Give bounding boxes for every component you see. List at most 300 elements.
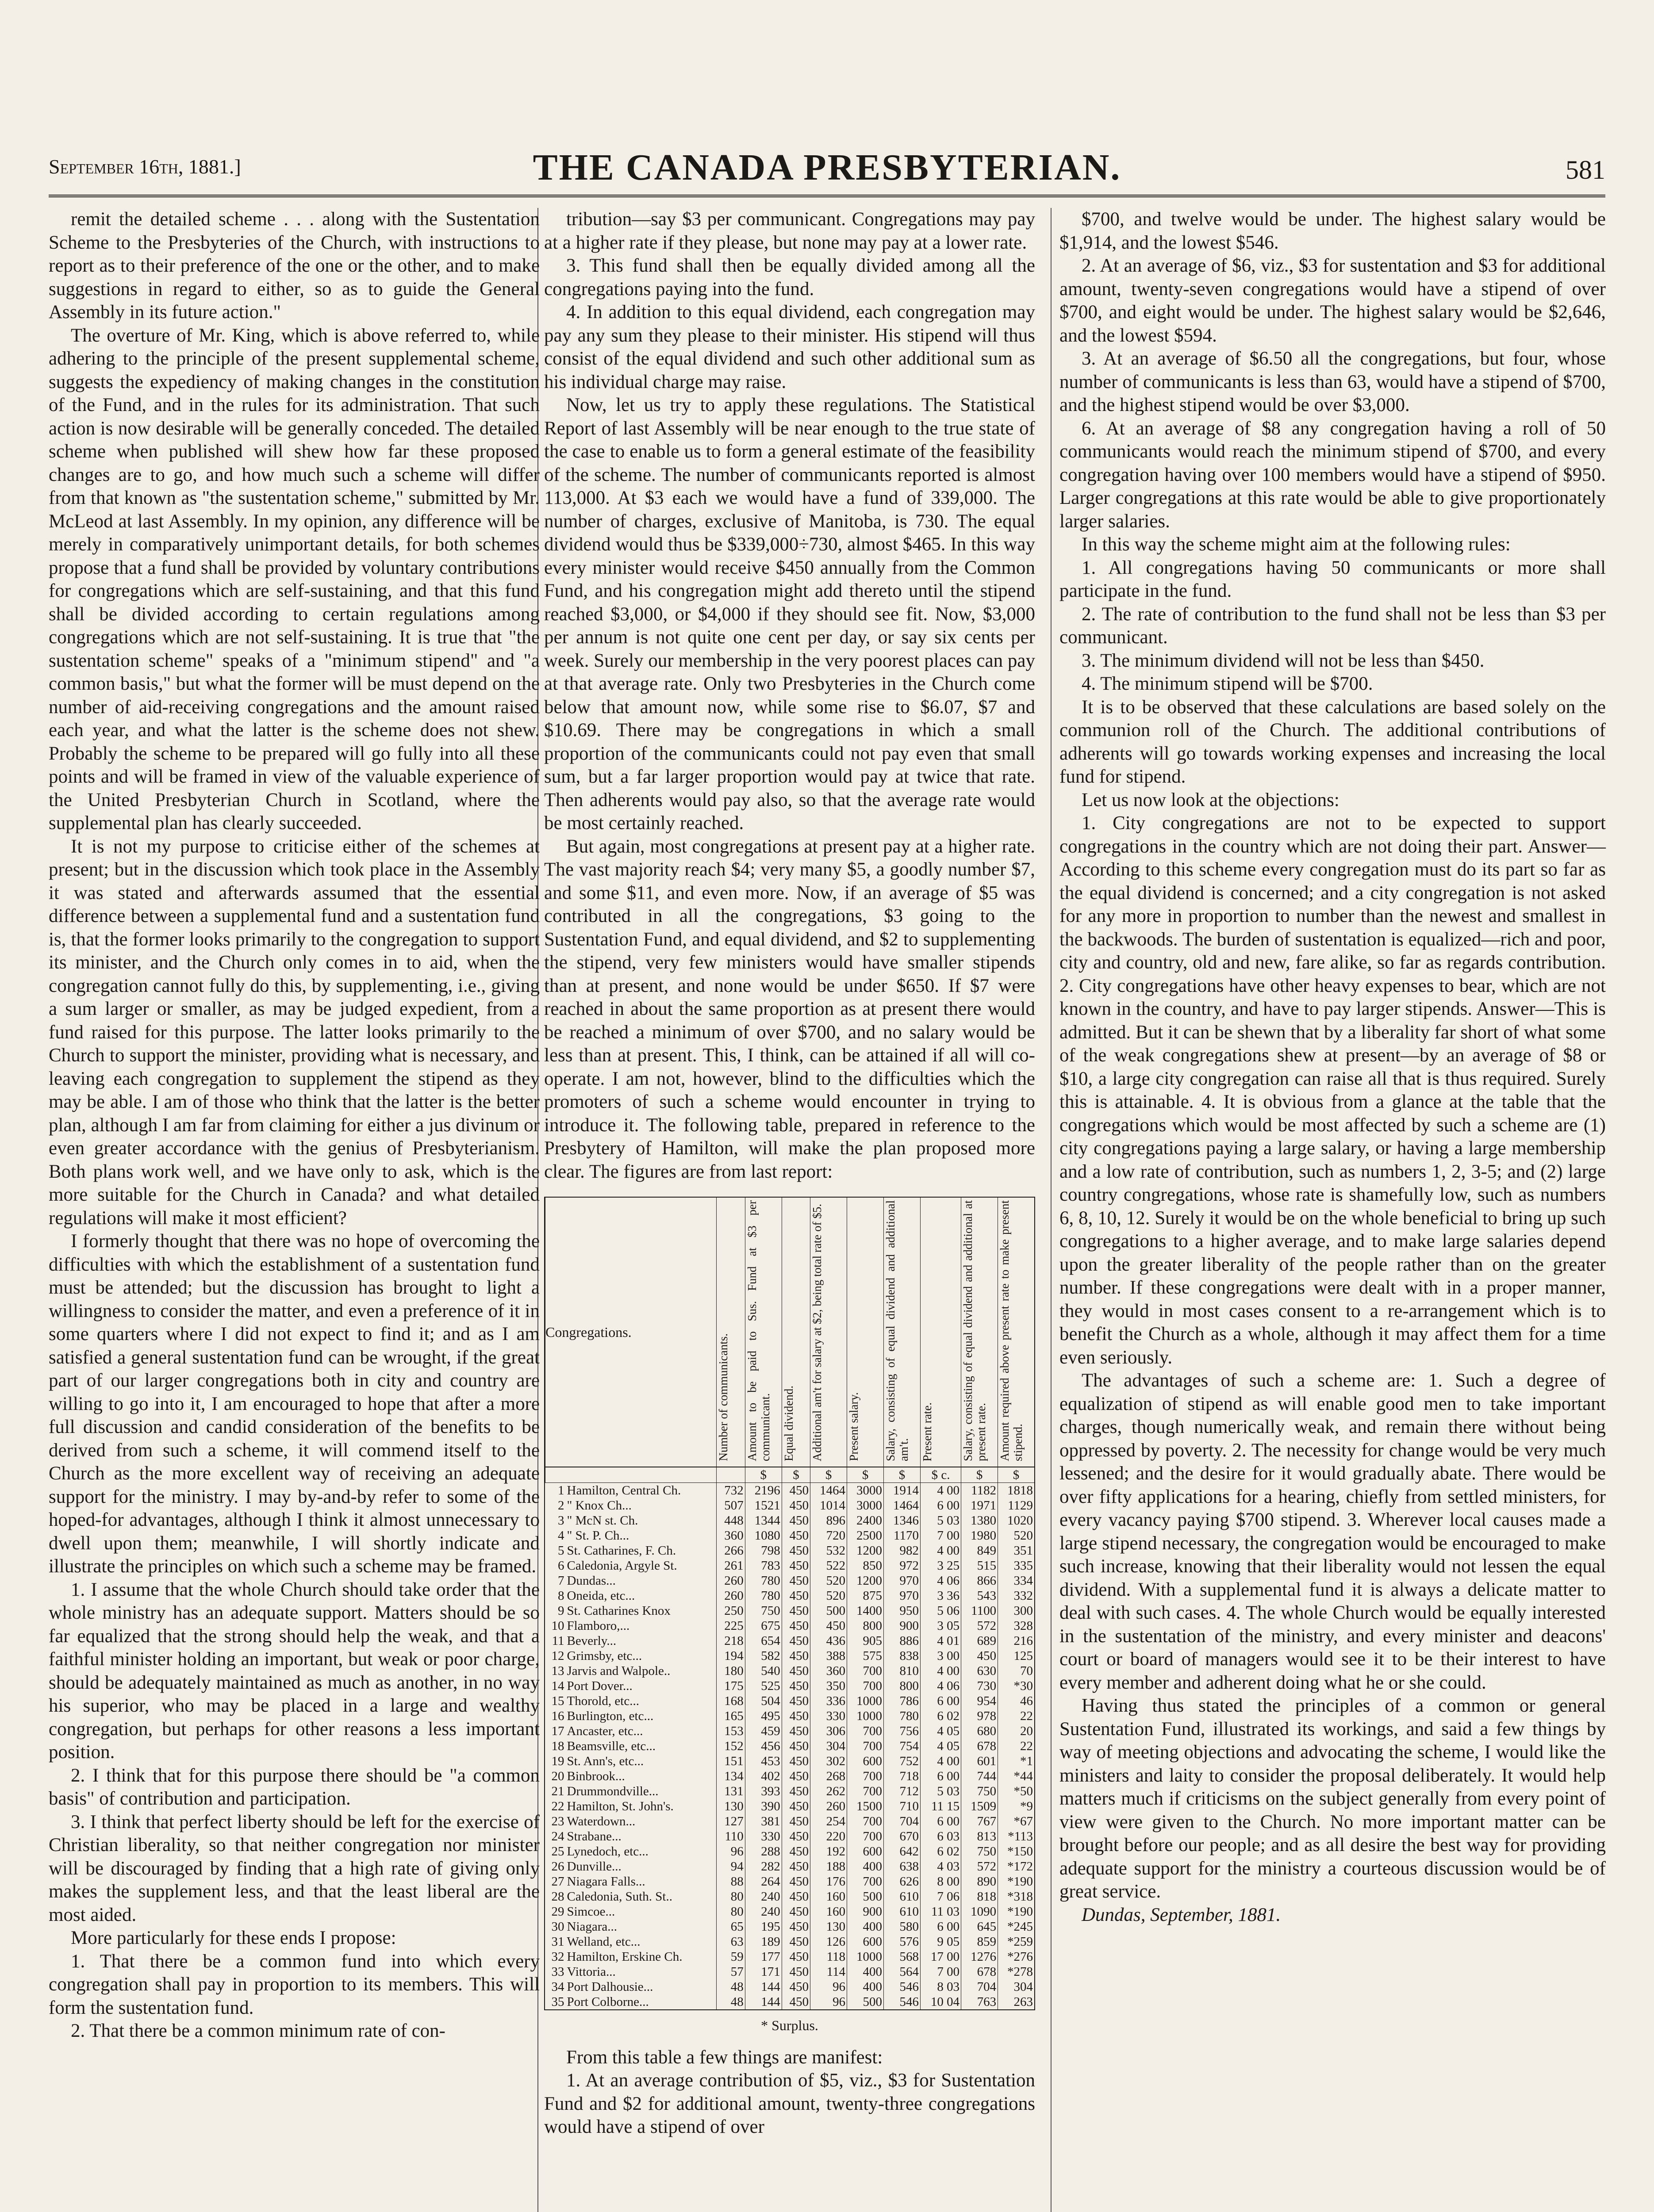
- table-cell: 330: [745, 1829, 782, 1844]
- paragraph: tribution—say $3 per communicant. Congregations may pay at a higher rate if they please, but none may pay at a lower rate.: [544, 209, 1035, 253]
- table-cell: 240: [745, 1904, 782, 1919]
- table-cell: 1000: [847, 1694, 884, 1709]
- row-number: 29: [551, 1905, 564, 1919]
- table-cell: 582: [745, 1648, 782, 1663]
- paragraph: 1. At an average contribution of $5, viz., $3 for Sustentation Fund and $2 for additional amount, twenty-three congregations would have a stipend of over: [544, 2070, 1035, 2137]
- table-units-row: [545, 1467, 1035, 1483]
- table-cell: 1000: [847, 1949, 884, 1964]
- table-cell: 225: [717, 1618, 745, 1633]
- unit-cell: [717, 1467, 745, 1483]
- column-header-label: Present rate.: [920, 1402, 934, 1461]
- congregation-name: Hamilton, Erskine Ch.: [567, 1950, 683, 1964]
- table-cell: 1200: [847, 1543, 884, 1558]
- table-cell: 110: [717, 1829, 745, 1844]
- table-cell: 450: [810, 1618, 847, 1633]
- page-number: 581: [1566, 155, 1605, 184]
- table-cell: 849: [961, 1543, 998, 1558]
- row-number: 16: [551, 1709, 564, 1723]
- table-cell: 5 03: [920, 1513, 961, 1528]
- table-cell: *50: [998, 1784, 1034, 1799]
- column-header: [961, 1198, 998, 1467]
- table-cell: 2196: [745, 1483, 782, 1498]
- table-cell: 700: [847, 1829, 884, 1844]
- table-cell: 7 00: [920, 1964, 961, 1979]
- congregation-name: Lynedoch, etc...: [567, 1844, 649, 1859]
- table-cell: 450: [782, 1754, 810, 1769]
- table-cell: 1914: [884, 1483, 921, 1498]
- congregation-name: Port Colborne...: [567, 1995, 649, 2009]
- table-cell: 1464: [884, 1498, 921, 1513]
- table-cell: 240: [745, 1889, 782, 1904]
- unit-cell: $: [782, 1467, 810, 1483]
- paragraph: 2. At an average of $6, viz., $3 for sustentation and $3 for additional amount, twenty-seven congregations would have a stipend of over $700, and eight would be under. The highest salary would be $2,646, and the lowest $594.: [1059, 255, 1606, 346]
- table-cell: 712: [884, 1784, 921, 1799]
- table-cell: 2400: [847, 1513, 884, 1528]
- table-cell: 1276: [961, 1949, 998, 1964]
- column-header: [884, 1198, 921, 1467]
- table-cell: 580: [884, 1919, 921, 1934]
- table-cell: 780: [745, 1573, 782, 1588]
- table-cell: 6 00: [920, 1498, 961, 1513]
- table-cell: 188: [810, 1859, 847, 1874]
- table-cell: 175: [717, 1678, 745, 1694]
- table-cell: 500: [847, 1889, 884, 1904]
- table-cell: 8 00: [920, 1874, 961, 1889]
- table-cell: 134: [717, 1769, 745, 1784]
- table-cell: 896: [810, 1513, 847, 1528]
- table-cell: 520: [998, 1528, 1034, 1543]
- table-cell: 780: [884, 1709, 921, 1724]
- column-header-label: Amount required above present rate to make present stipend.: [998, 1200, 1025, 1461]
- table-cell: 393: [745, 1784, 782, 1799]
- table-cell: 11 15: [920, 1799, 961, 1814]
- table-cell: 1014: [810, 1498, 847, 1513]
- table-row: [545, 1859, 1035, 1874]
- paragraph: 2. I think that for this purpose there should be "a common basis" of contribution and participation.: [49, 1765, 540, 1809]
- table-row: [545, 1618, 1035, 1633]
- table-cell: 654: [745, 1633, 782, 1648]
- table-cell: 5 03: [920, 1784, 961, 1799]
- table-cell: 638: [884, 1859, 921, 1874]
- table-cell: 450: [782, 1483, 810, 1498]
- table-cell: 450: [782, 1829, 810, 1844]
- table-cell: 450: [782, 1769, 810, 1784]
- table-cell: 17 00: [920, 1949, 961, 1964]
- table-row: [545, 1769, 1035, 1784]
- table-cell: 504: [745, 1694, 782, 1709]
- table-cell: 572: [961, 1859, 998, 1874]
- table-footnote: * Surplus.: [761, 2017, 818, 2033]
- table-row: [545, 1904, 1035, 1919]
- unit-cell: $: [745, 1467, 782, 1483]
- table-cell: 20: [998, 1724, 1034, 1739]
- paragraph: 4. The minimum stipend will be $700.: [1082, 673, 1373, 694]
- table-cell: *150: [998, 1844, 1034, 1859]
- table-cell: *190: [998, 1904, 1034, 1919]
- table-cell: 450: [782, 1678, 810, 1694]
- table-cell: 360: [810, 1663, 847, 1678]
- congregation-name: Hamilton, St. John's.: [567, 1799, 674, 1813]
- row-number: 25: [551, 1844, 564, 1859]
- table-cell: 130: [810, 1919, 847, 1934]
- table-cell: 866: [961, 1573, 998, 1588]
- table-cell: 218: [717, 1633, 745, 1648]
- table-cell: 3 05: [920, 1618, 961, 1633]
- table-cell: 756: [884, 1724, 921, 1739]
- table-cell: 1129: [998, 1498, 1034, 1513]
- table-cell: 453: [745, 1754, 782, 1769]
- paragraph: 1. That there be a common fund into which every congregation shall pay in proportion to its members. This will form the sustentation fund.: [49, 1951, 540, 2018]
- paragraph: The advantages of such a scheme are: 1. Such a degree of equalization of stipend as will enable good men to take important charges, though numerically weak, and remain there without being oppressed by poverty. 2. The necessity for change would be very much lessened; and the desire for it would gradually abate. There would be over fifty applications for a hearing, chiefly from settled ministers, for every vacancy paying $700 stipend. 3. Wherever local causes made a large stipend necessary, the congregation would be encouraged to make such increase, knowing that their liberality would not lessen the equal dividend. With a supplemental fund it is always a delicate matter to deal with such cases. 4. The whole Church would be equally interested in the sustentation of the ministry, and every minister and deacons' court or board of managers would see it to be their interest to have every member and adherent doing what he or she could.: [1059, 1370, 1606, 1693]
- table-cell: 610: [884, 1889, 921, 1904]
- column-header-label: Number of communicants.: [717, 1333, 730, 1461]
- table-cell: 400: [847, 1859, 884, 1874]
- table-cell: 334: [998, 1573, 1034, 1588]
- table-cell: 88: [717, 1874, 745, 1889]
- row-number: 26: [551, 1859, 564, 1874]
- table-cell: 900: [884, 1618, 921, 1633]
- table-row: [545, 1498, 1035, 1513]
- table-cell: 6 00: [920, 1919, 961, 1934]
- unit-cell: $: [810, 1467, 847, 1483]
- row-number: 30: [551, 1920, 564, 1934]
- congregations-header: Congregations.: [545, 1198, 717, 1467]
- paragraph: Having thus stated the principles of a common or general Sustentation Fund, illustrated its workings, and said a few things by way of meeting objections and advocating the scheme, I would like the ministers and laity to consider the proposal deliberately. It would help matters much if criticisms on the subject generally from every point of view were given to the Church. No more important matter can be brought before our people; and as all desire the best way for providing adequate support for the ministry a courteous discussion would be of great service.: [1059, 1695, 1606, 1902]
- table-cell: 780: [745, 1588, 782, 1603]
- congregation-name: Welland, etc...: [567, 1935, 641, 1949]
- congregation-name: Burlington, etc...: [567, 1709, 654, 1723]
- table-cell: 450: [782, 1724, 810, 1739]
- table-row: [545, 1603, 1035, 1618]
- column-header: [782, 1198, 810, 1467]
- table-cell: 525: [745, 1678, 782, 1694]
- congregation-name: Hamilton, Central Ch.: [567, 1483, 681, 1498]
- table-cell: 171: [745, 1964, 782, 1979]
- table-cell: 700: [847, 1784, 884, 1799]
- column-header-label: Additional am't for salary at $2, being total rate of $5.: [810, 1203, 824, 1461]
- table-cell: 4 00: [920, 1754, 961, 1769]
- column-header: [847, 1198, 884, 1467]
- table-body: [545, 1483, 1035, 2010]
- column-header: [717, 1198, 745, 1467]
- table-cell: 96: [810, 1994, 847, 2009]
- table-cell: 328: [998, 1618, 1034, 1633]
- table-cell: 450: [782, 1889, 810, 1904]
- table-cell: 4 05: [920, 1739, 961, 1754]
- table-cell: 1080: [745, 1528, 782, 1543]
- paragraph: 3. The minimum dividend will not be less than $450.: [1082, 650, 1485, 671]
- table-cell: 783: [745, 1558, 782, 1573]
- table-cell: 495: [745, 1709, 782, 1724]
- table-cell: 260: [717, 1588, 745, 1603]
- table-cell: 264: [745, 1874, 782, 1889]
- table-row: [545, 1573, 1035, 1588]
- congregation-name: " Knox Ch...: [567, 1498, 632, 1513]
- table-cell: 131: [717, 1784, 745, 1799]
- table-cell: 750: [961, 1844, 998, 1859]
- congregation-name: Oneida, etc...: [567, 1589, 635, 1603]
- table-cell: 1346: [884, 1513, 921, 1528]
- table-cell: 450: [782, 1528, 810, 1543]
- table-cell: 1000: [847, 1709, 884, 1724]
- table-cell: 678: [961, 1964, 998, 1979]
- congregation-name: Dundas...: [567, 1574, 616, 1588]
- table-row: [545, 1558, 1035, 1573]
- table-cell: 96: [810, 1979, 847, 1994]
- column-header-label: Salary, consisting of equal dividend and additional at present rate.: [961, 1200, 988, 1461]
- table-row: [545, 1964, 1035, 1979]
- table-row: [545, 1799, 1035, 1814]
- table-cell: 500: [810, 1603, 847, 1618]
- congregation-name: Grimsby, etc...: [567, 1649, 642, 1663]
- table-cell: 750: [961, 1784, 998, 1799]
- table-cell: 160: [810, 1904, 847, 1919]
- row-number: 1: [558, 1483, 564, 1498]
- page-header: [49, 142, 1605, 197]
- table-cell: 260: [717, 1573, 745, 1588]
- table-cell: 65: [717, 1919, 745, 1934]
- table-cell: 450: [782, 1844, 810, 1859]
- table-cell: 336: [810, 1694, 847, 1709]
- table-cell: 450: [782, 1694, 810, 1709]
- paragraph: 3. This fund shall then be equally divided among all the congregations paying into the fund.: [544, 255, 1035, 300]
- paragraph: In this way the scheme might aim at the following rules:: [1082, 534, 1511, 555]
- table-cell: 48: [717, 1994, 745, 2009]
- table-cell: 450: [782, 1633, 810, 1648]
- table-cell: 22: [998, 1739, 1034, 1754]
- table-cell: 7 00: [920, 1528, 961, 1543]
- signoff: Dundas, September, 1881.: [1082, 1904, 1281, 1925]
- table-cell: 850: [847, 1558, 884, 1573]
- table-cell: 680: [961, 1724, 998, 1739]
- table-cell: 459: [745, 1724, 782, 1739]
- table-row: [545, 1829, 1035, 1844]
- table-cell: 905: [847, 1633, 884, 1648]
- table-cell: 11 03: [920, 1904, 961, 1919]
- table-cell: 177: [745, 1949, 782, 1964]
- column-header: [810, 1198, 847, 1467]
- table-cell: 3000: [847, 1483, 884, 1498]
- table-cell: 678: [961, 1739, 998, 1754]
- paragraph: Now, let us try to apply these regulations. The Statistical Report of last Assembly will be near enough to the true state of the case to enable us to form a general estimate of the feasibility of the scheme. The number of communicants reported is almost 113,000. At $3 each we would have a fund of 339,000. The number of charges, exclusive of Manitoba, is 730. The equal dividend would thus be $339,000÷730, almost $465. In this way every minister would receive $450 annually from the Common Fund, and his congregation might add thereto until the stipend reached $3,000, or $4,000 if they should see fit. Now, $3,000 per annum is not quite one cent per day, or say six cents per week. Surely our membership in the very poorest places can pay at that average rate. Only two Presbyteries in the Church come below that amount now, while some rise to $6.07, $7 and $10.69. There may be congregations in which a small proportion of the communicants could not pay even that small sum, but a far larger proportion would pay at twice that rate. Then adherents would pay also, so that the average rate would be most certainly reached.: [544, 395, 1035, 833]
- column-header: [920, 1198, 961, 1467]
- table-cell: 450: [782, 1709, 810, 1724]
- table-cell: 3 36: [920, 1588, 961, 1603]
- table-cell: 448: [717, 1513, 745, 1528]
- table-cell: 954: [961, 1694, 998, 1709]
- table-cell: 152: [717, 1739, 745, 1754]
- table-cell: 1020: [998, 1513, 1034, 1528]
- table-cell: 216: [998, 1633, 1034, 1648]
- table-cell: 450: [782, 1543, 810, 1558]
- table-cell: *1: [998, 1754, 1034, 1769]
- row-number: 24: [551, 1829, 564, 1843]
- table-cell: 59: [717, 1949, 745, 1964]
- congregation-name: Port Dover...: [567, 1679, 633, 1693]
- table-row: [545, 1663, 1035, 1678]
- table-cell: *278: [998, 1964, 1034, 1979]
- congregation-name: Caledonia, Suth. St..: [567, 1889, 672, 1904]
- table-cell: 450: [782, 1814, 810, 1829]
- table-cell: 450: [782, 1874, 810, 1889]
- table-cell: 450: [782, 1859, 810, 1874]
- table-cell: 70: [998, 1663, 1034, 1678]
- unit-cell: $ c.: [920, 1467, 961, 1483]
- table-cell: 700: [847, 1678, 884, 1694]
- table-cell: 450: [782, 1588, 810, 1603]
- table-cell: 351: [998, 1543, 1034, 1558]
- table-cell: 302: [810, 1754, 847, 1769]
- table-cell: 268: [810, 1769, 847, 1784]
- row-number: 8: [558, 1589, 564, 1603]
- table-cell: 1380: [961, 1513, 998, 1528]
- table-cell: 6 02: [920, 1709, 961, 1724]
- congregation-name: " St. P. Ch...: [567, 1528, 629, 1543]
- table-cell: 750: [745, 1603, 782, 1618]
- paragraph: 1. All congregations having 50 communicants or more shall participate in the fund.: [1059, 557, 1606, 601]
- table-cell: 4 00: [920, 1543, 961, 1558]
- table-row: [545, 1784, 1035, 1799]
- paragraph: 2. That there be a common minimum rate of con-: [71, 2020, 446, 2041]
- table-cell: 450: [782, 1648, 810, 1663]
- table-cell: 450: [782, 1784, 810, 1799]
- table-cell: 576: [884, 1934, 921, 1949]
- congregation-name: Beverly...: [567, 1634, 617, 1648]
- table-row: [545, 1754, 1035, 1769]
- table-cell: 704: [961, 1979, 998, 1994]
- table-cell: 4 00: [920, 1483, 961, 1498]
- table-cell: 220: [810, 1829, 847, 1844]
- table-cell: 450: [782, 1558, 810, 1573]
- paragraph: It is not my purpose to criticise either of the schemes at present; but in the discussion which took place in the Assembly it was stated and afterwards assumed that the essential difference between a supplemental fund and a sustentation fund is, that the former looks primarily to the congregation to support its minister, and the Church only comes in to aid, when the congregation cannot fully do this, by supplementing, i.e., giving a sum larger or smaller, as may be judged expedient, from a fund raised for this purpose. The latter looks primarily to the Church to support the minister, providing what is necessary, and leaving each congregation to supplement the stipend as they may be able. I am of those who think that the latter is the better plan, although I am far from claiming for either a jus divinum or even greater accordance with the genius of Presbyterianism. Both plans work well, and we have only to ask, which is the more suitable for the Church in Canada? and what detailed regulations will make it most efficient?: [49, 836, 540, 1229]
- table-cell: 192: [810, 1844, 847, 1859]
- table-cell: 720: [810, 1528, 847, 1543]
- row-number: 32: [551, 1950, 564, 1964]
- table-cell: 950: [884, 1603, 921, 1618]
- table-cell: 543: [961, 1588, 998, 1603]
- table-cell: 350: [810, 1678, 847, 1694]
- table-row: [545, 1513, 1035, 1528]
- table-cell: 450: [782, 1513, 810, 1528]
- congregation-name: Jarvis and Walpole..: [567, 1664, 671, 1678]
- table-cell: 1200: [847, 1573, 884, 1588]
- table-cell: 260: [810, 1799, 847, 1814]
- table-cell: 3 00: [920, 1648, 961, 1663]
- table-cell: 800: [847, 1618, 884, 1633]
- paragraph: More particularly for these ends I propose:: [71, 1928, 396, 1948]
- table-cell: 600: [847, 1934, 884, 1949]
- table-cell: 450: [782, 1603, 810, 1618]
- table-cell: 700: [847, 1874, 884, 1889]
- paragraph: From this table a few things are manifest:: [566, 2047, 883, 2068]
- paragraph: remit the detailed scheme . . . along with the Sustentation Scheme to the Presbyteries of the Church, with instructions to report as to their preference of the one or the other, and to make suggestions in regard to either, so as to guide the General Assembly in its future action.": [49, 209, 540, 323]
- table-cell: 645: [961, 1919, 998, 1934]
- table-cell: 970: [884, 1573, 921, 1588]
- column-2-continuation: [544, 2046, 1035, 2139]
- table-cell: 6 00: [920, 1769, 961, 1784]
- table-cell: 732: [717, 1483, 745, 1498]
- table-cell: 1500: [847, 1799, 884, 1814]
- table-cell: 450: [782, 1919, 810, 1934]
- table-cell: 176: [810, 1874, 847, 1889]
- table-cell: 335: [998, 1558, 1034, 1573]
- table-cell: 80: [717, 1889, 745, 1904]
- table-cell: 1521: [745, 1498, 782, 1513]
- table-cell: 450: [782, 1799, 810, 1814]
- table-cell: 332: [998, 1588, 1034, 1603]
- row-number: 18: [551, 1739, 564, 1753]
- table-cell: *172: [998, 1859, 1034, 1874]
- congregation-name: Ancaster, etc...: [567, 1724, 643, 1738]
- paragraph: Let us now look at the objections:: [1082, 789, 1339, 810]
- table-cell: 6 03: [920, 1829, 961, 1844]
- table-cell: 6 00: [920, 1694, 961, 1709]
- table-cell: 300: [998, 1603, 1034, 1618]
- table-cell: 507: [717, 1498, 745, 1513]
- paragraph: 6. At an average of $8 any congregation having a roll of 50 communicants would reach the minimum stipend of $700, and every congregation having over 100 members would have a stipend of $950. Larger congregations at this rate would be able to give proportionately larger salaries.: [1059, 418, 1606, 532]
- table-cell: 670: [884, 1829, 921, 1844]
- table-cell: 450: [782, 1618, 810, 1633]
- table-cell: 195: [745, 1919, 782, 1934]
- table-cell: 754: [884, 1739, 921, 1754]
- row-number: 6: [558, 1559, 564, 1573]
- row-number: 3: [558, 1513, 564, 1528]
- table-cell: 818: [961, 1889, 998, 1904]
- row-number: 33: [551, 1965, 564, 1979]
- table-cell: 450: [782, 1949, 810, 1964]
- issue-date: September 16th, 1881.]: [49, 155, 241, 178]
- row-number: 10: [551, 1619, 564, 1633]
- table-cell: 6 00: [920, 1814, 961, 1829]
- congregation-name: Port Dalhousie...: [567, 1980, 653, 1994]
- table-cell: 127: [717, 1814, 745, 1829]
- row-number: 27: [551, 1874, 564, 1889]
- row-number: 34: [551, 1980, 564, 1994]
- table-cell: 450: [782, 1934, 810, 1949]
- table-cell: 450: [782, 1739, 810, 1754]
- congregation-name: Flamboro,...: [567, 1619, 630, 1633]
- table-cell: *190: [998, 1874, 1034, 1889]
- table-cell: 402: [745, 1769, 782, 1784]
- table-cell: 1971: [961, 1498, 998, 1513]
- unit-cell: $: [847, 1467, 884, 1483]
- paragraph: 1. City congregations are not to be expected to support congregations in the country which are not doing their part. Answer—According to this scheme every congregation must do its part so far as the equal dividend is concerned; and a city congregation is not asked for any more in proportion to number than the newest and smallest in the backwoods. The burden of sustentation is equalized—rich and poor, city and country, old and new, fare alike, so far as regards contribution. 2. City congregations have other heavy expenses to bear, which are not known in the country, and have to pay larger stipends. Answer—This is admitted. But it can be shewn that by a liberality far short of what some of the weak congregations shew at present—by an average of $8 or $10, a large city congregation can raise all that is thus required. Surely this is attainable. 4. It is obvious from a glance at the table that the congregations which would be most affected by such a scheme are (1) city congregations paying a large salary, or having a large membership and a low rate of contribution, such as numbers 1, 2, 3-5; and (2) large country congregations, whose rate is shamefully low, such as numbers 6, 8, 10, 12. Surely it would be on the whole beneficial to bring up such congregations to a higher average, and to make large salaries depend upon the greater liberality of the people rather than on the greater number. If these congregations were dealt with in a proper manner, they would in most cases consent to a re-arrangement which is to benefit the Church as a whole, although it may affect them for a time even seriously.: [1059, 813, 1606, 1368]
- table-cell: 8 03: [920, 1979, 961, 1994]
- article-column-3: [1059, 208, 1606, 1927]
- table-cell: 767: [961, 1814, 998, 1829]
- row-number: 21: [551, 1784, 564, 1798]
- table-row: [545, 1648, 1035, 1663]
- table-row: [545, 1919, 1035, 1934]
- table-cell: 1509: [961, 1799, 998, 1814]
- table-cell: 810: [884, 1663, 921, 1678]
- row-number: 23: [551, 1814, 564, 1828]
- table-cell: 194: [717, 1648, 745, 1663]
- table-cell: 610: [884, 1904, 921, 1919]
- table-cell: 180: [717, 1663, 745, 1678]
- row-number: 4: [558, 1528, 564, 1543]
- table-cell: 500: [847, 1994, 884, 2009]
- congregation-name: Vittoria...: [567, 1965, 616, 1979]
- table-cell: 1818: [998, 1483, 1034, 1498]
- table-cell: 22: [998, 1709, 1034, 1724]
- table-cell: 330: [810, 1709, 847, 1724]
- congregation-name: Niagara Falls...: [567, 1874, 645, 1889]
- row-number: 31: [551, 1935, 564, 1949]
- table-cell: 1090: [961, 1904, 998, 1919]
- table-cell: 304: [998, 1979, 1034, 1994]
- table-cell: 436: [810, 1633, 847, 1648]
